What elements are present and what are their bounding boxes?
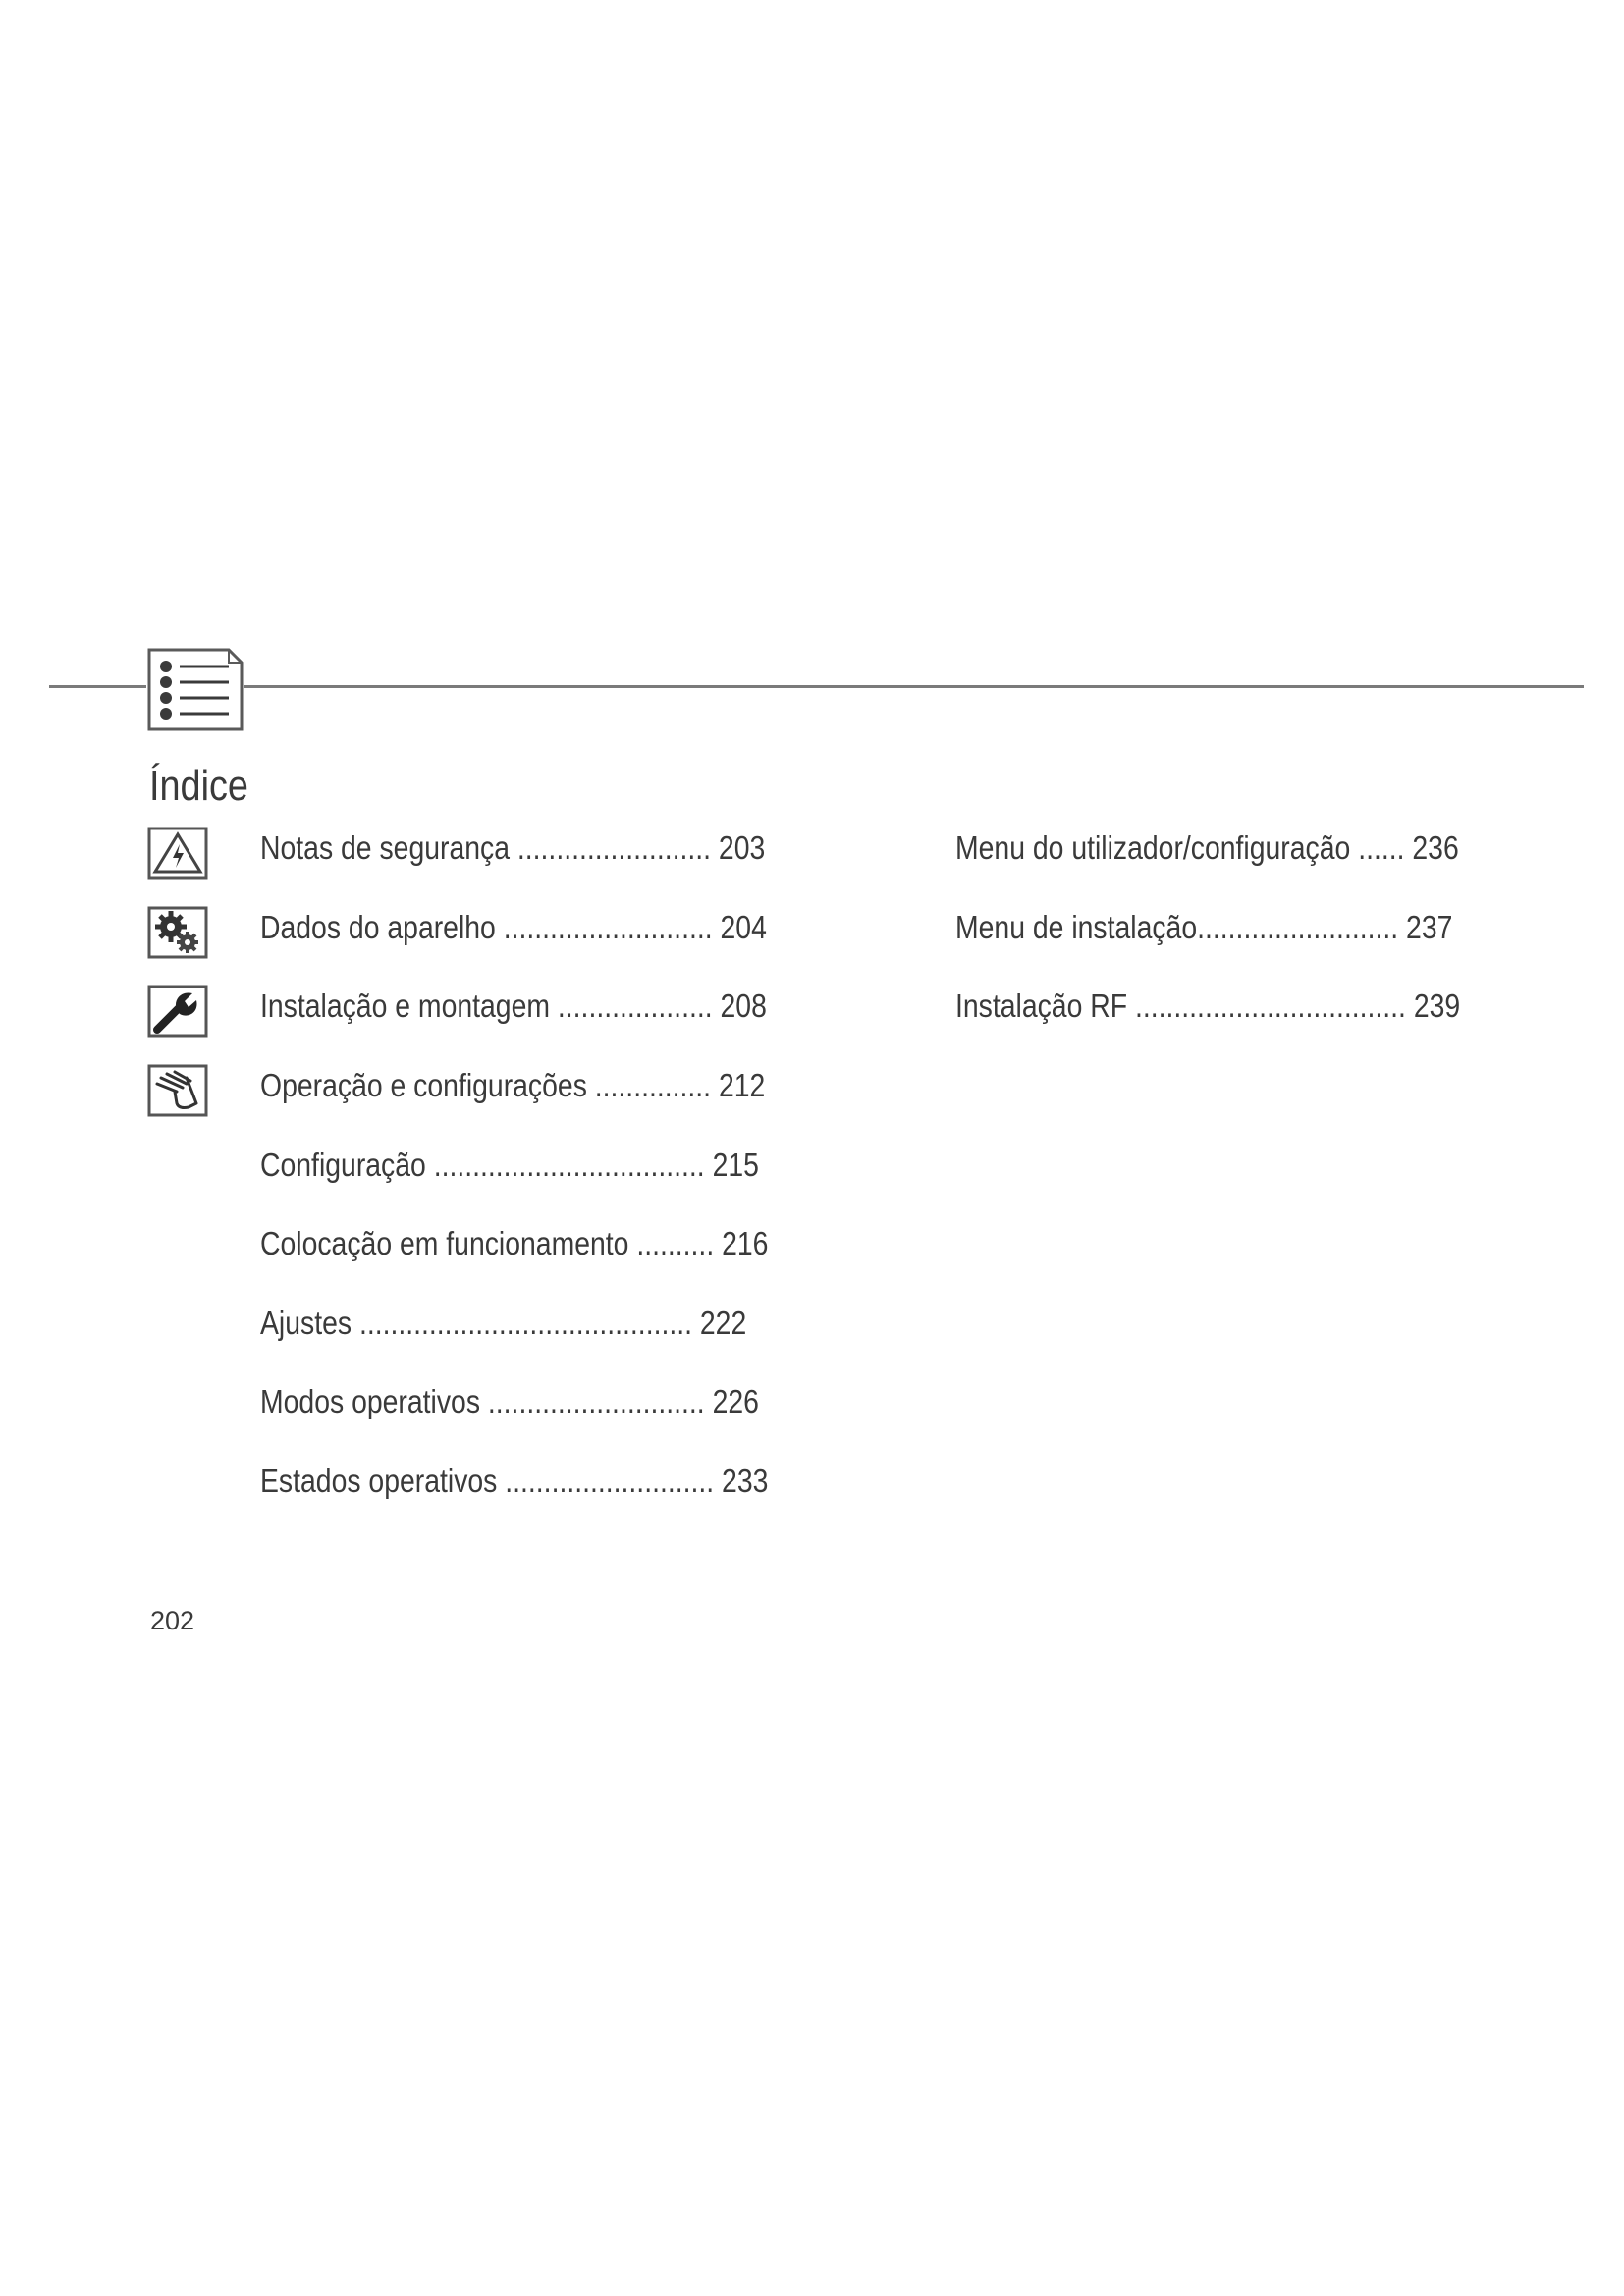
toc-entry-label: Dados do aparelho <box>260 909 496 945</box>
toc-entry[interactable] <box>260 1304 746 1343</box>
toc-page-number: 215 <box>712 1147 759 1183</box>
toc-page-number: 233 <box>722 1463 769 1499</box>
toc-entry[interactable] <box>260 1382 759 1421</box>
toc-entry-label: Notas de segurança <box>260 829 511 866</box>
toc-entry-label: Operação e configurações <box>260 1067 587 1103</box>
toc-leader-dots: ........................................... <box>352 1305 693 1341</box>
toc-page-number: 222 <box>699 1305 747 1341</box>
toc-entry[interactable] <box>260 1462 768 1501</box>
gears-icon <box>147 906 208 959</box>
toc-entry[interactable] <box>260 987 767 1026</box>
toc-entry-label: Instalação RF <box>955 988 1128 1024</box>
toc-page-number: 203 <box>718 829 766 866</box>
header-rule <box>49 685 1584 688</box>
toc-leader-dots: .................... <box>550 988 713 1024</box>
toc-leader-dots: .......... <box>628 1225 715 1261</box>
toc-entry[interactable] <box>955 987 1460 1026</box>
toc-page-number: 237 <box>1406 909 1453 945</box>
toc-leader-dots: ................................... <box>425 1147 705 1183</box>
toc-entry-label: Estados operativos <box>260 1463 498 1499</box>
wrench-icon <box>147 985 208 1038</box>
toc-entry[interactable] <box>260 908 767 947</box>
toc-entry[interactable] <box>260 1146 759 1185</box>
toc-page-number: 212 <box>718 1067 766 1103</box>
toc-entry-label: Colocação em funcionamento <box>260 1225 629 1261</box>
toc-leader-dots: ............... <box>586 1067 712 1103</box>
toc-leader-dots: ................................... <box>1127 988 1406 1024</box>
toc-entry[interactable] <box>260 1066 765 1105</box>
page-number: 202 <box>150 1606 195 1635</box>
toc-entry-label: Modos operativos <box>260 1383 481 1419</box>
toc-page-number: 239 <box>1413 988 1461 1024</box>
toc-entry[interactable] <box>955 828 1459 868</box>
toc-entry-label: Ajustes <box>260 1305 352 1341</box>
toc-leader-dots: ......................... <box>510 829 712 866</box>
toc-leader-dots: .......................... <box>1197 909 1399 945</box>
hand-pointer-icon <box>147 1064 208 1117</box>
warning-electric-icon <box>147 827 208 880</box>
toc-entry-label: Instalação e montagem <box>260 988 551 1024</box>
toc-entry[interactable] <box>260 828 765 868</box>
toc-leader-dots: ............................ <box>480 1383 705 1419</box>
toc-page-number: 208 <box>720 988 767 1024</box>
toc-leader-dots: ...... <box>1350 829 1405 866</box>
page-title: Índice <box>149 762 248 810</box>
toc-leader-dots: ........................... <box>495 909 713 945</box>
toc-entry-label: Menu do utilizador/configuração <box>955 829 1351 866</box>
toc-page-number: 226 <box>712 1383 759 1419</box>
toc-entry[interactable] <box>955 908 1452 947</box>
toc-page-number: 216 <box>722 1225 769 1261</box>
table-of-contents-icon <box>146 646 244 732</box>
toc-page-number: 204 <box>720 909 767 945</box>
toc-entry-label: Configuração <box>260 1147 426 1183</box>
toc-leader-dots: ........................... <box>497 1463 715 1499</box>
toc-page-number: 236 <box>1412 829 1459 866</box>
toc-entry-label: Menu de instalação <box>955 909 1198 945</box>
toc-entry[interactable] <box>260 1224 768 1263</box>
